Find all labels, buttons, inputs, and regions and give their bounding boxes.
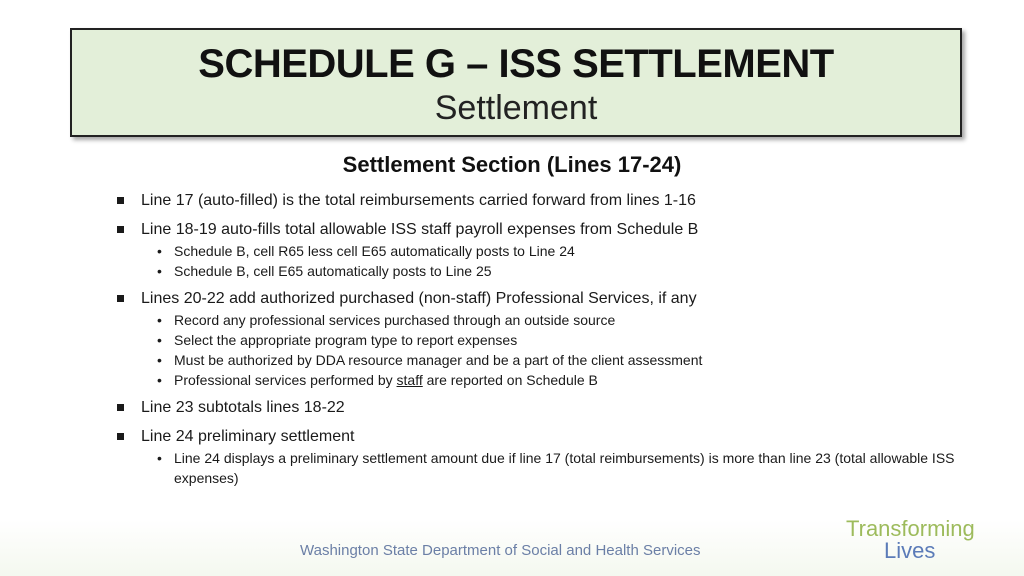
title-box [70,28,962,137]
sub-bullet [114,330,974,350]
square-bullet-icon [117,197,124,204]
logo-line-1: Transforming [846,516,975,541]
square-bullet-icon [117,226,124,233]
bullet-line-24 [114,426,974,448]
bullet-text: Lines 20-22 add authorized purchased (non-staff) Professional Services, if any [141,290,697,307]
logo-line-2: Lives [884,538,936,563]
sub-bullet-text: Record any professional services purchased through an outside source [174,312,616,328]
sub-bullet [114,310,974,330]
square-bullet-icon [117,433,124,440]
sub-bullet-text: Schedule B, cell R65 less cell E65 automatically posts to Line 24 [174,243,575,259]
sub-bullet [114,350,974,370]
square-bullet-icon [117,295,124,302]
sub-bullet-text-start: Professional services performed by [174,372,397,388]
dot-bullet-icon: • [157,332,162,348]
square-bullet-icon [117,404,124,411]
bullet-text: Line 24 preliminary settlement [141,428,355,445]
sub-bullet-text-end: are reported on Schedule B [422,372,598,388]
underlined-staff: staff [396,372,423,388]
sub-bullet-text: Select the appropriate program type to report expenses [174,332,518,348]
sub-bullet [114,241,974,261]
department-name: Washington State Department of Social and Health Services [300,542,701,559]
dot-bullet-icon: • [157,263,162,279]
bullet-text: Line 17 (auto-filled) is the total reimbursements carried forward from lines 1-16 [141,192,696,209]
sub-bullet-text: Must be authorized by DDA resource manager and be a part of the client assessment [174,352,703,368]
dot-bullet-icon: • [157,312,162,328]
section-heading: Settlement Section (Lines 17-24) [342,152,682,177]
sub-bullet-text: Line 24 displays a preliminary settlement amount due if line 17 (total reimbursements) is more than line 23 (total allowable ISS expenses) [174,450,955,486]
sub-bullet [114,370,974,390]
transforming-lives-logo [846,518,986,562]
bullet-text: Line 23 subtotals lines 18-22 [141,399,345,416]
bullet-line-18-19 [114,219,974,241]
bullet-line-23 [114,397,974,419]
dot-bullet-icon: • [157,450,162,466]
sub-bullet-text: Schedule B, cell E65 automatically posts to Line 25 [174,263,492,279]
dot-bullet-icon: • [157,243,162,259]
bullet-list [114,190,974,488]
bullet-lines-20-22 [114,288,974,310]
sub-bullet [114,261,974,281]
bullet-text: Line 18-19 auto-fills total allowable ISS staff payroll expenses from Schedule B [141,221,699,238]
slide-subtitle: Settlement [434,89,598,127]
slide-title: SCHEDULE G – ISS SETTLEMENT [198,42,834,86]
sub-bullet [114,448,974,488]
dot-bullet-icon: • [157,352,162,368]
dot-bullet-icon: • [157,372,162,388]
bullet-line-17 [114,190,974,212]
